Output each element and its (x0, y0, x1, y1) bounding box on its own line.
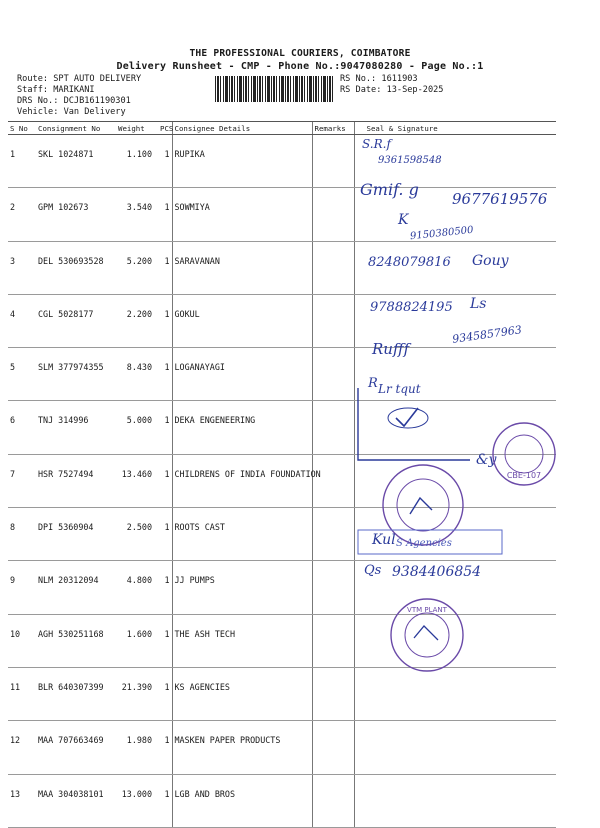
cell-weight: 21.390 (116, 667, 158, 720)
cell-remarks (312, 508, 354, 561)
cell-weight: 8.430 (116, 348, 158, 401)
cell-remarks (312, 401, 354, 454)
cell-seal (354, 721, 556, 774)
cell-pcs: 1 (158, 774, 172, 827)
cell-consignment: NLM 20312094 (36, 561, 116, 614)
staff-label: Staff: MARIKANI (17, 85, 95, 95)
cell-remarks (312, 774, 354, 827)
cell-pcs: 1 (158, 188, 172, 241)
cell-consignment: TNJ 314996 (36, 401, 116, 454)
cell-consignee: SOWMIYA (172, 188, 312, 241)
signature-r9: &y (476, 452, 497, 468)
cell-remarks (312, 721, 354, 774)
phone-r5: 9788824195 (370, 300, 453, 315)
cell-pcs: 1 (158, 561, 172, 614)
cell-sno: 4 (8, 294, 36, 347)
cell-pcs: 1 (158, 454, 172, 507)
cell-consignee: GOKUL (172, 294, 312, 347)
cell-seal (354, 774, 556, 827)
cell-weight: 3.540 (116, 188, 158, 241)
rs-number: RS No.: 1611903 (340, 74, 418, 84)
col-remarks: Remarks (312, 122, 354, 135)
cell-consignee: LOGANAYAGI (172, 348, 312, 401)
cell-pcs: 1 (158, 614, 172, 667)
cell-pcs: 1 (158, 135, 172, 188)
cell-sno: 12 (8, 721, 36, 774)
route-label: Route: SPT AUTO DELIVERY (17, 74, 142, 84)
table-row (8, 774, 556, 827)
cell-consignment: MAA 707663469 (36, 721, 116, 774)
cell-sno: 8 (8, 508, 36, 561)
cell-sno: 3 (8, 241, 36, 294)
cell-pcs: 1 (158, 348, 172, 401)
cell-consignee: KS AGENCIES (172, 667, 312, 720)
runsheet-subtitle: Delivery Runsheet - CMP - Phone No.:9047080280 - Page No.:1 (116, 61, 484, 72)
agencies-stamp-text: S Agencies (396, 538, 452, 549)
col-seal: Seal & Signature (354, 122, 556, 135)
company-title: THE PROFESSIONAL COURIERS, COIMBATORE (189, 48, 411, 59)
cell-remarks (312, 561, 354, 614)
cell-consignment: DEL 530693528 (36, 241, 116, 294)
cell-remarks (312, 348, 354, 401)
cell-weight: 1.100 (116, 135, 158, 188)
stamp-box-mark (356, 380, 476, 464)
phone-r4: 8248079816 (368, 255, 451, 270)
phone-r3: 9150380500 (409, 224, 475, 243)
plant-stamp (388, 596, 466, 674)
cell-sno: 7 (8, 454, 36, 507)
cell-consignment: MAA 304038101 (36, 774, 116, 827)
signature-r7: R (368, 376, 378, 391)
col-consignee: Consignee Details (172, 122, 312, 135)
cell-sno: 1 (8, 135, 36, 188)
cell-pcs: 1 (158, 401, 172, 454)
rs-date: RS Date: 13-Sep-2025 (340, 85, 444, 95)
cell-consignment: HSR 7527494 (36, 454, 116, 507)
cell-sno: 2 (8, 188, 36, 241)
table-row (8, 667, 556, 720)
barcode (215, 76, 335, 102)
col-pcs: PCS (160, 123, 174, 133)
phone-r12: 9384406854 (392, 564, 482, 580)
cell-remarks (312, 614, 354, 667)
plant-stamp-text: VTM PLANT (407, 606, 447, 614)
cell-remarks (312, 135, 354, 188)
table-header (8, 122, 556, 135)
cell-remarks (312, 294, 354, 347)
col-consignment: Consignment No (36, 122, 116, 135)
cell-weight: 13.460 (116, 454, 158, 507)
phone-r1: 9361598548 (378, 155, 442, 166)
vehicle-label: Vehicle: Van Delivery (17, 107, 126, 117)
cell-weight: 13.000 (116, 774, 158, 827)
signature-r6: Rufff (372, 340, 410, 358)
cell-consignment: DPI 5360904 (36, 508, 116, 561)
cell-consignee: RUPIKA (172, 135, 312, 188)
cell-weight: 5.200 (116, 241, 158, 294)
cell-remarks (312, 454, 354, 507)
cell-consignment: SLM 377974355 (36, 348, 116, 401)
signature-r3: K (398, 212, 409, 228)
cell-pcs: 1 (158, 721, 172, 774)
cell-consignee: CHILDRENS OF INDIA FOUNDATION (172, 454, 312, 507)
signature-r2: Gmif. g (360, 180, 419, 199)
cell-remarks (312, 241, 354, 294)
cell-consignee: JJ PUMPS (172, 561, 312, 614)
phone-r2: 9677619576 (452, 190, 548, 208)
cell-sno: 11 (8, 667, 36, 720)
cell-pcs: 1 (158, 294, 172, 347)
signature-r1: S.R.f (362, 137, 391, 151)
cell-consignee: ROOTS CAST (172, 508, 312, 561)
cell-consignment: CGL 5028177 (36, 294, 116, 347)
signature-r7b: Lr tqut (378, 382, 421, 396)
col-weight: Weight (116, 122, 158, 135)
cell-remarks (312, 667, 354, 720)
table-row (8, 614, 556, 667)
signature-r12: Qs (364, 563, 382, 578)
cell-consignee: THE ASH TECH (172, 614, 312, 667)
cell-sno: 5 (8, 348, 36, 401)
cell-sno: 6 (8, 401, 36, 454)
meta-left (17, 74, 141, 118)
signature-r5: Ls (470, 296, 487, 312)
cell-weight: 2.200 (116, 294, 158, 347)
phone-r6: 9345857963 (451, 323, 523, 346)
table-row (8, 721, 556, 774)
cell-pcs: 1 (158, 667, 172, 720)
cell-consignee: DEKA ENGENEERING (172, 401, 312, 454)
cbe-stamp-text: CBE-107 (506, 471, 542, 480)
cell-consignee: LGB AND BROS (172, 774, 312, 827)
cell-consignment: BLR 640307399 (36, 667, 116, 720)
cell-seal (354, 667, 556, 720)
cell-weight: 1.600 (116, 614, 158, 667)
meta-right (340, 74, 443, 96)
col-sno: S No (8, 122, 36, 135)
cell-consignment: SKL 1024871 (36, 135, 116, 188)
cell-remarks (312, 188, 354, 241)
cell-weight: 2.500 (116, 508, 158, 561)
cell-pcs: 1 (158, 508, 172, 561)
drs-label: DRS No.: DCJB161190301 (17, 96, 131, 106)
cell-consignee: SARAVANAN (172, 241, 312, 294)
delivery-table (8, 121, 556, 828)
cell-weight: 4.800 (116, 561, 158, 614)
cell-consignment: GPM 102673 (36, 188, 116, 241)
cbe-stamp (490, 420, 558, 488)
signature-r4: Gouy (472, 253, 509, 269)
cell-sno: 10 (8, 614, 36, 667)
cell-pcs: 1 (158, 241, 172, 294)
signature-r11: Kul (372, 532, 396, 548)
cell-consignment: AGH 530251168 (36, 614, 116, 667)
cell-consignee: MASKEN PAPER PRODUCTS (172, 721, 312, 774)
cell-sno: 13 (8, 774, 36, 827)
cell-weight: 5.000 (116, 401, 158, 454)
table-row (8, 135, 556, 188)
cell-weight: 1.980 (116, 721, 158, 774)
cell-sno: 9 (8, 561, 36, 614)
